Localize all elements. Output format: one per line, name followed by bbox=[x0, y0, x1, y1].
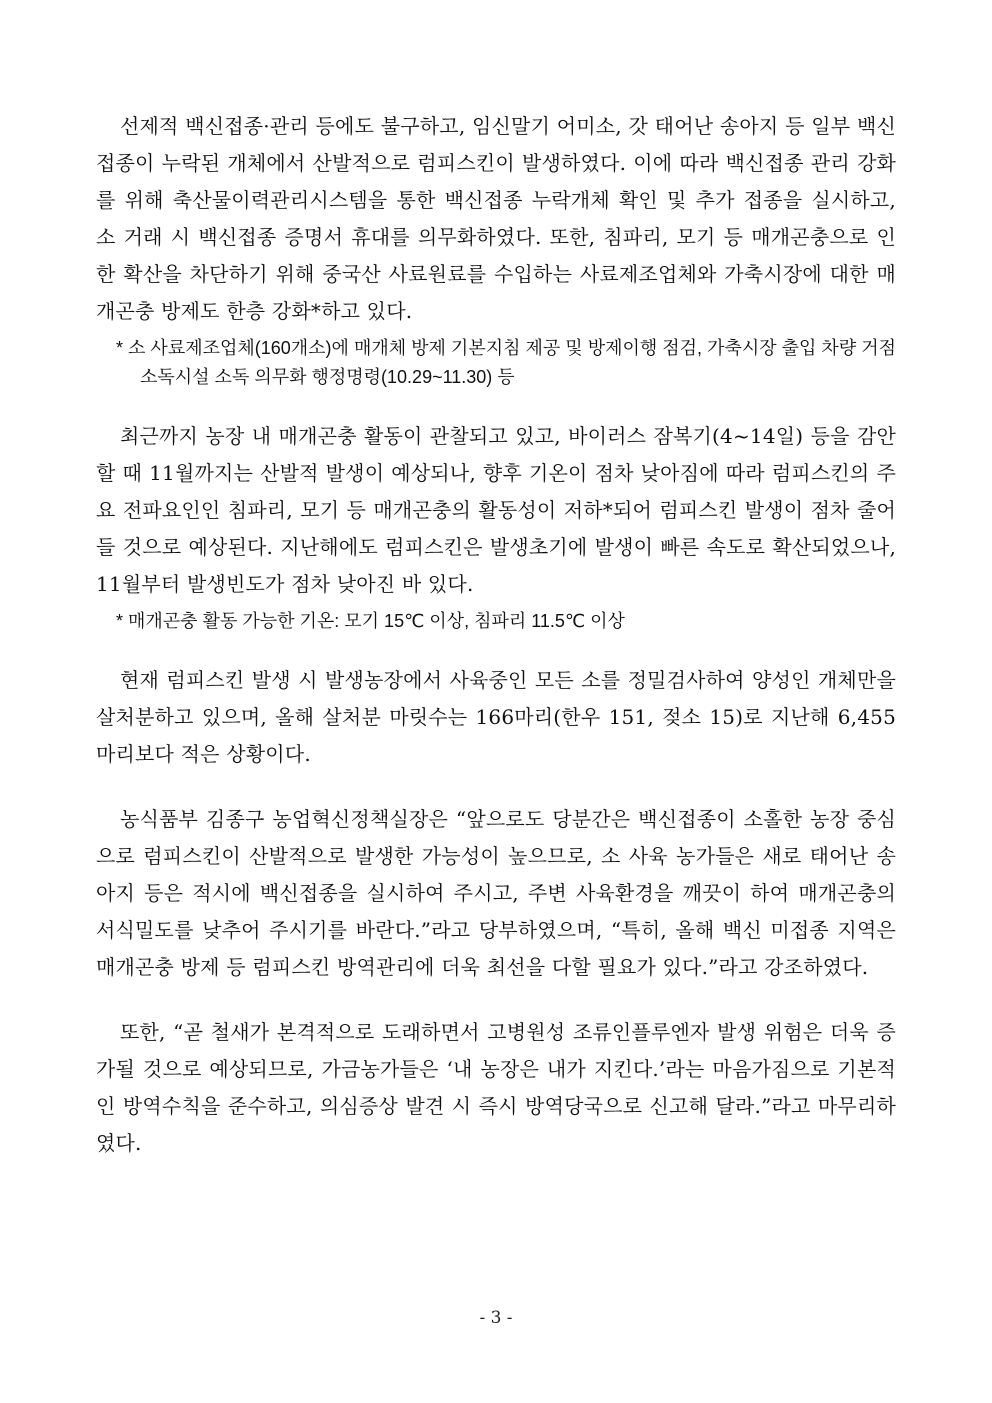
spacer bbox=[96, 986, 896, 1014]
document-body bbox=[96, 108, 896, 1162]
footnote-vector-control: * 소 사료제조업체(160개소)에 매개체 방제 기본지침 제공 및 방제이행 점검, 가축시장 출입 차량 거점소독시설 소독 의무화 행정명령(10.29~11.30) 등 bbox=[116, 338, 896, 387]
paragraph-official-quote: 농식품부 김종구 농업혁신정책실장은 “앞으로도 당분간은 백신접종이 소홀한 농장 중심으로 럼피스킨이 산발적으로 발생한 가능성이 높으므로, 소 사육 농가들은 새로 태어난 송아지 등은 적시에 백신접종을 실시하여 주시고, 주변 사육환경을 깨끗이 하여 매개곤충의 서식밀도를 낮추어 주시기를 바란다.”라고 당부하였으며, “특히, 올해 백신 미접종 지역은 매개곤충 방제 등 럼피스킨 방역관리에 더욱 최선을 다할 필요가 있다.”라고 강조하였다. bbox=[96, 807, 896, 979]
spacer bbox=[96, 773, 896, 801]
paragraph-culling: 현재 럼피스킨 발생 시 발생농장에서 사육중인 모든 소를 정밀검사하여 양성인 개체만을 살처분하고 있으며, 올해 살처분 마릿수는 166마리(한우 151, 젖소 15)로 지난해 6,455마리보다 적은 상황이다. bbox=[96, 668, 896, 766]
paragraph-outlook: 최근까지 농장 내 매개곤충 활동이 관찰되고 있고, 바이러스 잠복기(4~14일) 등을 감안할 때 11월까지는 산발적 발생이 예상되나, 향후 기온이 점차 낮아짐에 따라 럼피스킨의 주요 전파요인인 침파리, 모기 등 매개곤충의 활동성이 저하*되어 럼피스킨 발생이 점차 줄어들 것으로 예상된다. 지난해에도 럼피스킨은 발생초기에 발생이 빠른 속도로 확산되었으나, 11월부터 발생빈도가 점차 낮아진 바 있다. bbox=[96, 424, 896, 596]
spacer bbox=[96, 636, 896, 662]
paragraph-vaccination: 선제적 백신접종·관리 등에도 불구하고, 임신말기 어미소, 갓 태어난 송아지 등 일부 백신접종이 누락된 개체에서 산발적으로 럼피스킨이 발생하였다. 이에 따라 백신접종 관리 강화를 위해 축산물이력관리시스템을 통한 백신접종 누락개체 확인 및 추가 접종을 실시하고, 소 거래 시 백신접종 증명서 휴대를 의무화하였다. 또한, 침파리, 모기 등 매개곤충으로 인한 확산을 차단하기 위해 중국산 사료원료를 수입하는 사료제조업체와 가축시장에 대한 매개곤충 방제도 한층 강화*하고 있다. bbox=[96, 114, 896, 323]
spacer bbox=[96, 392, 896, 418]
page-number: - 3 - bbox=[479, 1308, 513, 1328]
paragraph-avian-influenza: 또한, “곧 철새가 본격적으로 도래하면서 고병원성 조류인플루엔자 발생 위험은 더욱 증가될 것으로 예상되므로, 가금농가들은 ‘내 농장은 내가 지킨다.’라는 마음가짐으로 기본적인 방역수칙을 준수하고, 의심증상 발견 시 즉시 방역당국으로 신고해 달라.”라고 마무리하였다. bbox=[96, 1020, 896, 1155]
footnote-temperature: * 매개곤충 활동 가능한 기온: 모기 15℃ 이상, 침파리 11.5℃ 이상 bbox=[116, 611, 625, 631]
